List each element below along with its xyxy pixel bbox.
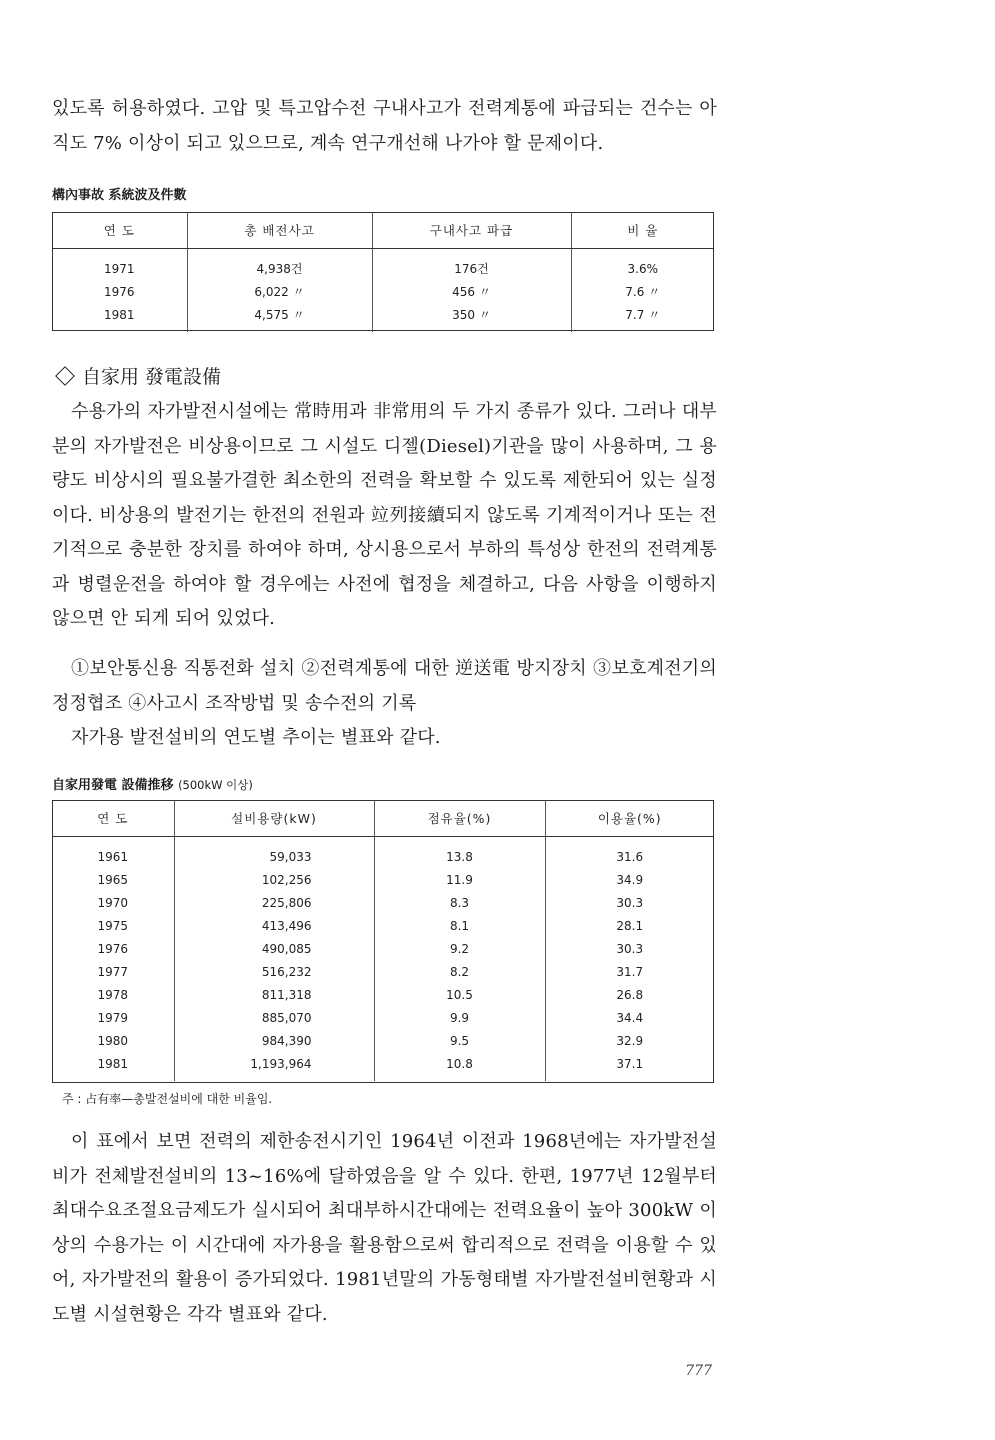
- cell-share: 9.9: [374, 1006, 545, 1029]
- cell-utilization: 30.3: [616, 895, 644, 910]
- table-row: [52, 983, 714, 1006]
- cell-share: 9.5: [374, 1029, 545, 1052]
- cell-share: 13.8: [374, 837, 545, 869]
- table-row: [52, 1029, 714, 1052]
- cell-utilization: 26.8: [616, 987, 644, 1002]
- table-row: [52, 1052, 714, 1081]
- cell-year: 1965: [52, 868, 174, 891]
- cell-share: 11.9: [374, 868, 545, 891]
- table2-caption-unit: (500kW 이상): [178, 778, 253, 792]
- table-row: [52, 1006, 714, 1029]
- table2-generation: [52, 800, 714, 1081]
- cell-utilization: 37.1: [616, 1056, 644, 1071]
- table2-header-share: 점유율(%): [374, 800, 545, 837]
- cell-total: 4,938건: [187, 249, 372, 281]
- cell-year: 1961: [52, 837, 174, 869]
- diamond-icon: [55, 366, 75, 386]
- paragraph-intro: 있도록 허용하였다. 고압 및 특고압수전 구내사고가 전력계통에 파급되는 건수는 아직도 7% 이상이 되고 있으므로, 계속 연구개선해 나가야 할 문제이다.: [52, 98, 717, 154]
- table1-header-total: 총 배전사고: [187, 212, 372, 249]
- table2-footnote: 주 : 占有率—총발전설비에 대한 비율임.: [62, 1092, 273, 1106]
- cell-utilization: 34.4: [616, 1010, 644, 1025]
- cell-capacity: 225,806: [174, 891, 374, 914]
- section-heading-text: 自家用 發電設備: [82, 366, 222, 388]
- cell-total: 4,575 〃: [187, 303, 372, 332]
- table2-header-capacity: 설비용량(kW): [174, 800, 374, 837]
- table-row: [52, 303, 714, 332]
- paragraph-trend-intro: 자가용 발전설비의 연도별 추이는 별표와 같다.: [71, 727, 441, 748]
- cell-year: 1981: [52, 1052, 174, 1081]
- cell-share: 8.1: [374, 914, 545, 937]
- cell-capacity: 102,256: [174, 868, 374, 891]
- paragraph-analysis: 이 표에서 보면 전력의 제한송전시기인 1964년 이전과 1968년에는 자가발전설비가 전체발전설비의 13~16%에 달하였음을 알 수 있다. 한편, 1977년 12월부터 최대수요조절요금제도가 실시되어 최대부하시간대에는 전력요율이 높아 300kW 이상의 수용가는 이 시간대에 자가용을 활용함으로써 합리적으로 전력을 이용할 수 있어, 자가발전의 활용이 증가되었다. 1981년말의 가동형태별 자가발전설비현황과 시도별 시설현황은 각각 별표와 같다.: [52, 1131, 717, 1325]
- cell-year: 1979: [52, 1006, 174, 1029]
- cell-share: 10.5: [374, 983, 545, 1006]
- cell-year: 1975: [52, 914, 174, 937]
- table-row: [52, 891, 714, 914]
- table-row: [52, 249, 714, 281]
- cell-year: 1976: [52, 280, 187, 303]
- table2-header-row: [52, 800, 714, 837]
- table-row: [52, 937, 714, 960]
- cell-capacity: 490,085: [174, 937, 374, 960]
- cell-spread: 176건: [372, 249, 571, 281]
- cell-spread: 350 〃: [372, 303, 571, 332]
- cell-year: 1971: [52, 249, 187, 281]
- cell-total: 6,022 〃: [187, 280, 372, 303]
- cell-utilization: 32.9: [616, 1033, 644, 1048]
- cell-capacity: 1,193,964: [174, 1052, 374, 1081]
- table1-header-row: [52, 212, 714, 249]
- table2-caption: [52, 774, 253, 793]
- cell-capacity: 413,496: [174, 914, 374, 937]
- table-row: [52, 960, 714, 983]
- cell-capacity: 811,318: [174, 983, 374, 1006]
- table-row: [52, 914, 714, 937]
- cell-utilization: 28.1: [616, 918, 644, 933]
- cell-ratio: 7.7 〃: [625, 308, 661, 322]
- page-number: 777: [685, 1363, 712, 1379]
- table2-header-year: 연 도: [52, 800, 174, 837]
- cell-share: 8.2: [374, 960, 545, 983]
- cell-share: 10.8: [374, 1052, 545, 1081]
- section-heading: [52, 362, 221, 389]
- table2-caption-text: 自家用發電 設備推移: [52, 778, 174, 793]
- table1-header-ratio: 비 율: [571, 212, 714, 249]
- table2-header-utilization: 이용율(%): [545, 800, 714, 837]
- table1-accidents: [52, 212, 714, 332]
- cell-share: 8.3: [374, 891, 545, 914]
- paragraph-requirements: ①보안통신용 직통전화 설치 ②전력계통에 대한 逆送電 방지장치 ③보호계전기의 정정협조 ④사고시 조작방법 및 송수전의 기록: [52, 658, 717, 714]
- cell-ratio: 3.6%: [627, 261, 658, 276]
- cell-capacity: 516,232: [174, 960, 374, 983]
- cell-capacity: 59,033: [174, 837, 374, 869]
- cell-year: 1980: [52, 1029, 174, 1052]
- table1-header-year: 연 도: [52, 212, 187, 249]
- table-row: [52, 280, 714, 303]
- cell-utilization: 31.7: [616, 964, 644, 979]
- table1-caption-text: 構內事故 系統波及件數: [52, 188, 187, 203]
- cell-year: 1976: [52, 937, 174, 960]
- cell-capacity: 984,390: [174, 1029, 374, 1052]
- cell-utilization: 31.6: [616, 849, 644, 864]
- cell-year: 1981: [52, 303, 187, 332]
- cell-share: 9.2: [374, 937, 545, 960]
- paragraph-self-generation: 수용가의 자가발전시설에는 常時用과 非常用의 두 가지 종류가 있다. 그러나 대부분의 자가발전은 비상용이므로 그 시설도 디젤(Diesel)기관을 많이 사용하며, 그 용량도 비상시의 필요불가결한 최소한의 전력을 확보할 수 있도록 제한되어 있는 실정이다. 비상용의 발전기는 한전의 전원과 竝列接續되지 않도록 기계적이거나 또는 전기적으로 충분한 장치를 하여야 하며, 상시용으로서 부하의 특성상 한전의 전력계통과 병렬운전을 하여야 할 경우에는 사전에 협정을 체결하고, 다음 사항을 이행하지 않으면 안 되게 되어 있었다.: [52, 401, 717, 629]
- cell-utilization: 34.9: [616, 872, 644, 887]
- table-row: [52, 837, 714, 869]
- cell-year: 1978: [52, 983, 174, 1006]
- cell-ratio: 7.6 〃: [625, 285, 661, 299]
- cell-utilization: 30.3: [616, 941, 644, 956]
- cell-year: 1977: [52, 960, 174, 983]
- cell-capacity: 885,070: [174, 1006, 374, 1029]
- table-row: [52, 868, 714, 891]
- cell-spread: 456 〃: [372, 280, 571, 303]
- table1-caption: [52, 184, 187, 203]
- cell-year: 1970: [52, 891, 174, 914]
- table1-header-spread: 구내사고 파급: [372, 212, 571, 249]
